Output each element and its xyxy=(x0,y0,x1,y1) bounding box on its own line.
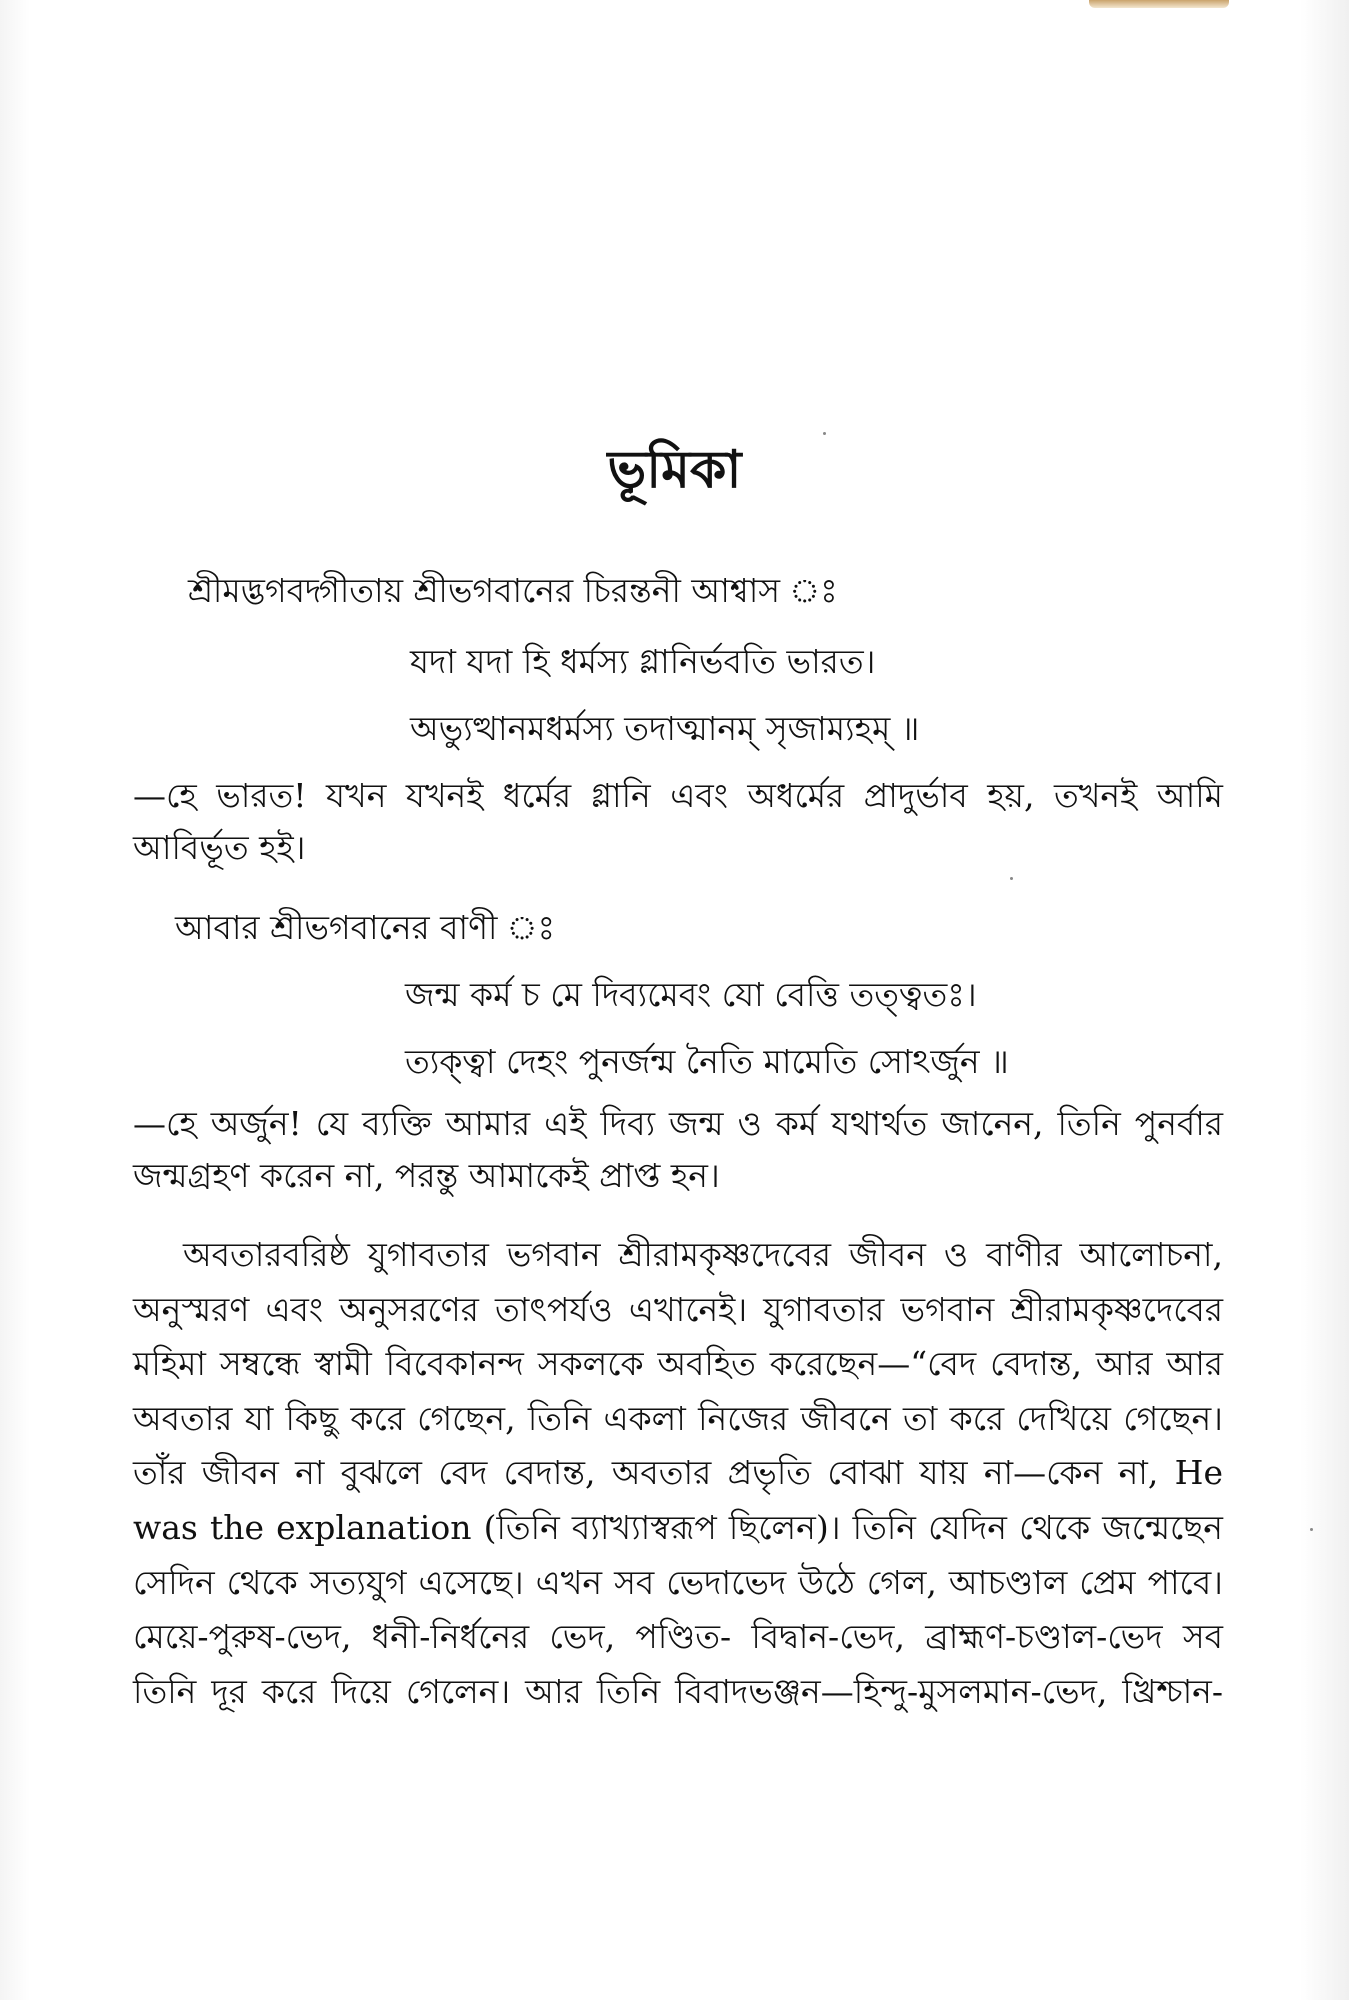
intro-line: শ্রীমদ্ভগবদ্গীতায় শ্রীভগবানের চিরন্তনী আশ্বাস ঃ xyxy=(188,571,838,610)
verse2-line1: জন্ম কর্ম চ মে দিব্যমেবং যো বেত্তি তত্ত্বতঃ। xyxy=(405,975,977,1014)
intro-line-2: আবার শ্রীভগবানের বাণী ঃ xyxy=(175,908,556,947)
translation1-paragraph: —হে ভারত! যখন যখনই ধর্মের গ্লানি এবং অধর্মের প্রাদুর্ভাব হয়, তখনই আমি আবির্ভূত হই। xyxy=(133,776,1223,867)
paper-speck xyxy=(823,432,826,435)
body-paragraph: অবতারবরিষ্ঠ যুগাবতার ভগবান শ্রীরামকৃষ্ণদেবের জীবন ও বাণীর আলোচনা, অনুস্মরণ এবং অনুসরণের তাৎপর্যও এখানেই। যুগাবতার ভগবান শ্রীরামকৃষ্ণদেবের মহিমা সম্বন্ধে স্বামী বিবেকানন্দ সকলকে অবহিত করেছেন—“বেদ বেদান্ত, আর আর অবতার যা কিছু করে গেছেন, তিনি একলা নিজের জীবনে তা করে দেখিয়ে গেছেন। তাঁর জীবন না বুঝলে বেদ বেদান্ত, অবতার প্রভৃতি বোঝা যায় না—কেন না, He was the explanation (তিনি ব্যাখ্যাস্বরূপ ছিলেন)। তিনি যেদিন থেকে জন্মেছেন সেদিন থেকে সত্যযুগ এসেছে। এখন সব ভেদাভেদ উঠে গেল, আচণ্ডাল প্রেম পাবে। মেয়ে-পুরুষ-ভেদ, ধনী-নির্ধনের ভেদ, পণ্ডিত- বিদ্বান-ভেদ, ব্রাহ্মণ-চণ্ডাল-ভেদ সব তিনি দূর করে দিয়ে গেলেন। আর তিনি বিবাদভঞ্জন—হিন্দু-মুসলমান-ভেদ, খ্রিশ্চান- xyxy=(133,1235,1223,1711)
paper-speck xyxy=(1310,1528,1313,1531)
page-title: ভূমিকা xyxy=(607,439,742,500)
paper-speck xyxy=(1010,877,1013,880)
translation2-paragraph: —হে অর্জুন! যে ব্যক্তি আমার এই দিব্য জন্ম ও কর্ম যথার্থত জানেন, তিনি পুনর্বার জন্মগ্রহণ করেন না, পরন্তু আমাকেই প্রাপ্ত হন। xyxy=(133,1104,1223,1195)
page-edge-mark xyxy=(1089,0,1229,8)
verse1-line1: যদা যদা হি ধর্মস্য গ্লানির্ভবতি ভারত। xyxy=(410,642,876,681)
verse1-line2: অভ্যুত্থানমধর্মস্য তদাত্মানম্ সৃজাম্যহম্ ॥ xyxy=(410,709,920,748)
verse2-line2: ত্যক্ত্বা দেহং পুনর্জন্ম নৈতি মামেতি সোঽর্জুন ॥ xyxy=(405,1042,1009,1081)
